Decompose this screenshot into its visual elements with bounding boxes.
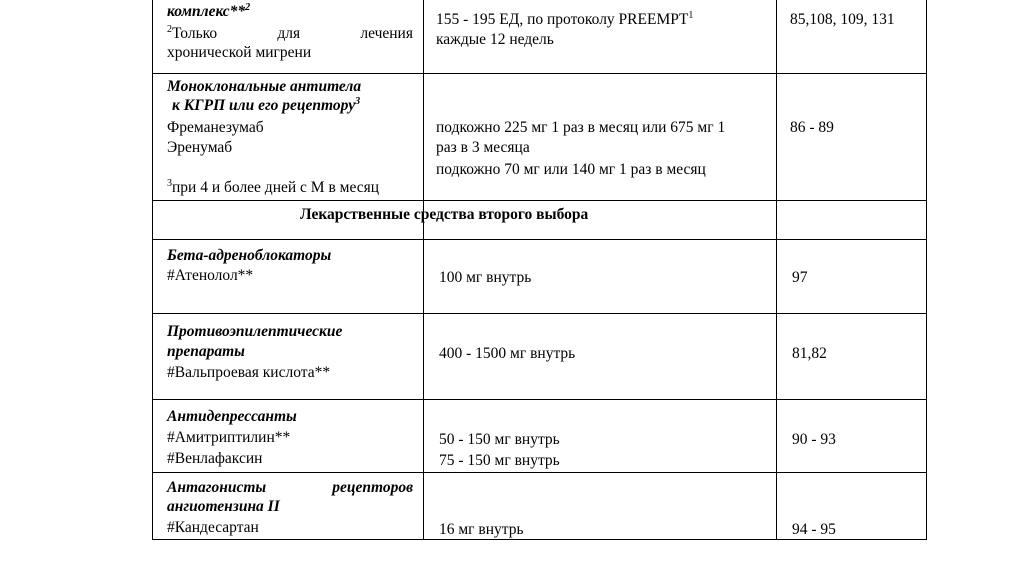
drug-table (152, 0, 927, 540)
table-border-left (152, 0, 153, 540)
row2-refs: 86 - 89 (790, 119, 834, 136)
row4-dose: 400 - 1500 мг внутрь (439, 345, 576, 362)
row5-title: Антидепрессанты (167, 408, 297, 425)
row3-drug: #Атенолол** (167, 267, 254, 284)
row2-title: Моноклональные антитела (167, 78, 362, 95)
row2-dose1: подкожно 225 мг 1 раз в месяц или 675 мг 1 (436, 119, 726, 136)
table-border-right (926, 0, 927, 540)
row-divider (152, 472, 927, 473)
row1-dose: 155 - 195 ЕД, по протоколу PREEMPT$^1$ (436, 9, 694, 28)
row5-dose1: 50 - 150 мг внутрь (439, 431, 560, 448)
row5-drug2: #Венлафаксин (167, 450, 263, 467)
row5-dose2: 75 - 150 мг внутрь (439, 452, 560, 469)
section-header: Лекарственные средства второго выбора (300, 206, 589, 223)
row1-title: комплекс**$^2$ (167, 1, 251, 20)
row2-title-line2: к КГРП или его рецептору$^3$ (172, 95, 361, 114)
row4-title: Противоэпилептические (167, 323, 343, 340)
row6-dose: 16 мг внутрь (439, 521, 524, 538)
table-border-bottom (152, 539, 927, 540)
row2-drug2: Эренумаб (167, 139, 233, 156)
row1-dose-line2: каждые 12 недель (436, 31, 554, 48)
row2-drug1: Фреманезумаб (167, 119, 264, 136)
row2-dose1-line2: раз в 3 месяца (436, 139, 530, 156)
table-border-col1 (423, 0, 424, 540)
row2-note: $^3$при 4 и более дней с М в месяц (167, 177, 380, 196)
row4-refs: 81,82 (792, 345, 827, 362)
row4-title-line2: препараты (167, 343, 245, 360)
row-divider (152, 399, 927, 400)
row1-note-line2: хронической мигрени (167, 44, 312, 61)
row3-dose: 100 мг внутрь (439, 269, 532, 286)
row5-refs: 90 - 93 (792, 431, 836, 448)
row5-drug1: #Амитриптилин** (167, 429, 291, 446)
row3-title: Бета-адреноблокаторы (167, 247, 332, 264)
row1-note: $^2$Только для лечения (167, 23, 413, 42)
table-border-col2 (776, 0, 777, 540)
row-divider (152, 200, 927, 201)
row6-title: Антагонисты рецепторов (167, 479, 413, 496)
row4-drug: #Вальпроевая кислота** (167, 364, 331, 381)
row3-refs: 97 (792, 269, 808, 286)
row-divider (152, 73, 927, 74)
row1-refs: 85,108, 109, 131 (790, 11, 895, 28)
row6-title-line2: ангиотензина II (167, 498, 280, 515)
row6-drug: #Кандесартан (167, 519, 259, 536)
row-divider (152, 313, 927, 314)
row6-refs: 94 - 95 (792, 521, 836, 538)
row-divider (152, 239, 927, 240)
row2-dose2: подкожно 70 мг или 140 мг 1 раз в месяц (436, 161, 706, 178)
